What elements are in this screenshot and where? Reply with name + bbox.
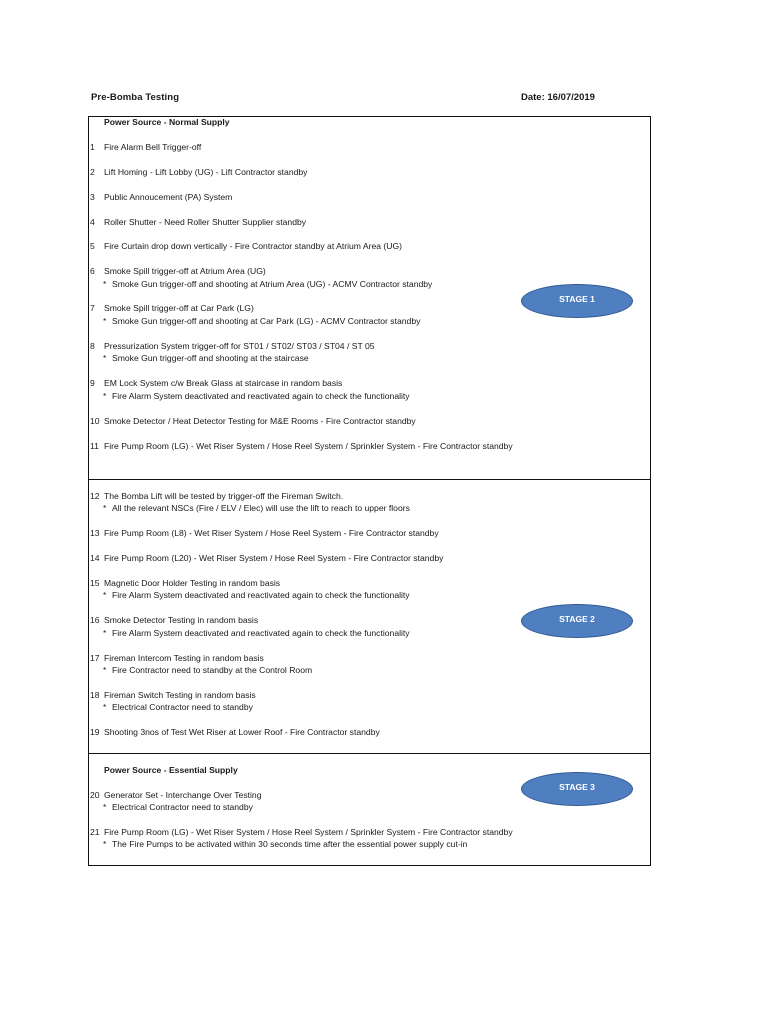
stage-1-badge: STAGE 1 bbox=[521, 284, 633, 318]
list-item: 17 Fireman Intercom Testing in random basis bbox=[90, 653, 264, 663]
section-essential-supply: Power Source - Essential Supply bbox=[104, 765, 238, 775]
list-item: 8 Pressurization System trigger-off for ST01 / ST02/ ST03 / ST04 / ST 05 bbox=[90, 341, 375, 351]
list-item: 13 Fire Pump Room (L8) - Wet Riser System / Hose Reel System - Fire Contractor standby bbox=[90, 528, 439, 538]
list-sub-item: * Fire Alarm System deactivated and reactivated again to check the functionality bbox=[103, 590, 410, 600]
list-sub-item: * Smoke Gun trigger-off and shooting at Atrium Area (UG) - ACMV Contractor standby bbox=[103, 279, 433, 289]
list-item: 11 Fire Pump Room (LG) - Wet Riser System / Hose Reel System / Sprinkler System - Fire Contractor standby bbox=[90, 441, 513, 451]
list-item: 9 EM Lock System c/w Break Glass at staircase in random basis bbox=[90, 378, 343, 388]
list-item: 10 Smoke Detector / Heat Detector Testing for M&E Rooms - Fire Contractor standby bbox=[90, 416, 416, 426]
list-item: 7 Smoke Spill trigger-off at Car Park (LG) bbox=[90, 303, 254, 313]
list-item: 2 Lift Homing - Lift Lobby (UG) - Lift Contractor standby bbox=[90, 167, 308, 177]
list-item: 19 Shooting 3nos of Test Wet Riser at Lower Roof - Fire Contractor standby bbox=[90, 727, 380, 737]
document-date: Date: 16/07/2019 bbox=[521, 92, 595, 103]
list-item: 15 Magnetic Door Holder Testing in random basis bbox=[90, 578, 281, 588]
list-item: 14 Fire Pump Room (L20) - Wet Riser System / Hose Reel System - Fire Contractor standby bbox=[90, 553, 444, 563]
list-item: 4 Roller Shutter - Need Roller Shutter Supplier standby bbox=[90, 217, 307, 227]
list-item: 6 Smoke Spill trigger-off at Atrium Area (UG) bbox=[90, 266, 266, 276]
list-sub-item: * Smoke Gun trigger-off and shooting at the staircase bbox=[103, 353, 309, 363]
section-normal-supply: Power Source - Normal Supply bbox=[104, 117, 230, 127]
document-title: Pre-Bomba Testing bbox=[91, 92, 180, 103]
list-item: 3 Public Annoucement (PA) System bbox=[90, 192, 233, 202]
list-sub-item: * Electrical Contractor need to standby bbox=[103, 702, 253, 712]
list-item: 20 Generator Set - Interchange Over Testing bbox=[90, 790, 262, 800]
list-sub-item: * All the relevant NSCs (Fire / ELV / Elec) will use the lift to reach to upper floors bbox=[103, 503, 410, 513]
list-item: 5 Fire Curtain drop down vertically - Fire Contractor standby at Atrium Area (UG) bbox=[90, 241, 403, 251]
list-sub-item: * Fire Alarm System deactivated and reactivated again to check the functionality bbox=[103, 391, 410, 401]
list-sub-item: * Smoke Gun trigger-off and shooting at Car Park (LG) - ACMV Contractor standby bbox=[103, 316, 421, 326]
list-item: 21 Fire Pump Room (LG) - Wet Riser System / Hose Reel System / Sprinkler System - Fire Contractor standby bbox=[90, 827, 513, 837]
list-item: 1 Fire Alarm Bell Trigger-off bbox=[90, 142, 202, 152]
list-item: 16 Smoke Detector Testing in random basis bbox=[90, 615, 259, 625]
list-sub-item: * The Fire Pumps to be activated within 30 seconds time after the essential power supply cut-in bbox=[103, 839, 468, 849]
list-item: 18 Fireman Switch Testing in random basis bbox=[90, 690, 256, 700]
list-sub-item: * Electrical Contractor need to standby bbox=[103, 802, 253, 812]
stage-2-badge: STAGE 2 bbox=[521, 604, 633, 638]
stage-3-badge: STAGE 3 bbox=[521, 772, 633, 806]
list-sub-item: * Fire Alarm System deactivated and reactivated again to check the functionality bbox=[103, 628, 410, 638]
list-item: 12 The Bomba Lift will be tested by trigger-off the Fireman Switch. bbox=[90, 491, 344, 501]
list-sub-item: * Fire Contractor need to standby at the Control Room bbox=[103, 665, 313, 675]
